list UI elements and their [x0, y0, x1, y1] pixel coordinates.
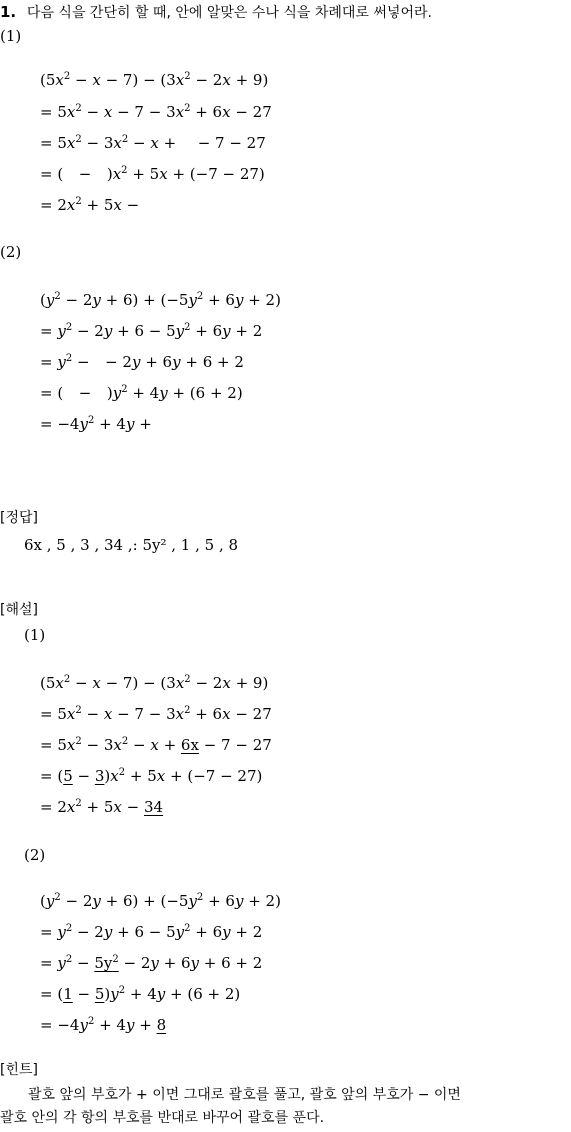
e1-line5: = $2x^2 + 5x - 34$	[40, 798, 164, 816]
hint-heading: [힌트]	[0, 1062, 38, 1078]
part2-label: (2)	[0, 243, 22, 261]
answer-blank-a: 6x	[180, 736, 199, 754]
p1-line4: = ( − )$x^2 + 5x + (-7 - 27)$	[40, 165, 265, 183]
answer-blank-b: 5	[63, 767, 73, 785]
hint-line1: 괄호 앞의 부호가 + 이면 그대로 괄호를 풀고, 괄호 앞의 부호가 − 이면	[28, 1087, 461, 1103]
hint-line2: 괄호 안의 각 항의 부호를 반대로 바꾸어 괄호를 푼다.	[0, 1110, 325, 1126]
problem-header	[0, 2, 432, 23]
answer-blank-f: 1	[63, 985, 73, 1003]
part1-label: (1)	[0, 27, 22, 45]
e1-line4: = $(5 - 3)x^2 + 5x + (-7 - 27)$	[40, 767, 263, 785]
explanation-part1-label: (1)	[24, 626, 46, 644]
answer-heading: [정답]	[0, 510, 38, 526]
problem-number: 1.	[0, 3, 17, 21]
p2-line5: = $-4y^2 + 4y$ +	[40, 415, 152, 433]
e1-line2: = $5x^2 - x - 7 - 3x^2 + 6x - 27$	[40, 705, 272, 723]
problem-instruction: 다음 식을 간단히 할 때, 안에 알맞은 수나 식을 차례대로 써넣어라.	[26, 5, 432, 21]
answer-blank-g: 5	[94, 985, 105, 1003]
e2-line5: = $-4y^2 + 4y + 8$	[40, 1016, 167, 1034]
e2-line2: = $y^2 - 2y + 6 - 5y^2 + 6y + 2$	[40, 923, 263, 941]
answer-blank-h: 8	[156, 1016, 167, 1034]
explanation-heading: [해설]	[0, 602, 38, 618]
e2-line3: = $y^2 - 5y^2 - 2y + 6y + 6 + 2$	[40, 954, 263, 972]
p2-line3: = $y^2$ − − 2y + 6y + 6 + 2	[40, 353, 244, 371]
e2-line4: = $(1 - 5)y^2 + 4y + (6 + 2)$	[40, 985, 241, 1003]
p2-line4: = ( − )$y^2 + 4y + (6 + 2)$	[40, 384, 243, 402]
p1-line2: = $5x^2 - x - 7 - 3x^2 + 6x - 27$	[40, 103, 272, 121]
answer-blank-e: 5y	[94, 954, 113, 972]
p2-line1: $(y^2 - 2y + 6) + (-5y^2 + 6y + 2)$	[40, 291, 281, 309]
e1-line3: = $5x^2 - 3x^2 - x + 6x - 7 - 27$	[40, 736, 272, 754]
p1-line1: $(5x^2 - x - 7) - (3x^2 - 2x + 9)$	[40, 71, 269, 89]
answer-blank-c: 3	[94, 767, 105, 785]
p2-line2: = $y^2 - 2y + 6 - 5y^2 + 6y + 2$	[40, 322, 263, 340]
answer-text: 6x , 5 , 3 , 34 ,: 5y² , 1 , 5 , 8	[24, 536, 239, 554]
explanation-part2-label: (2)	[24, 846, 46, 864]
p1-line5: = $2x^2 + 5x$ −	[40, 196, 140, 214]
e1-line1: $(5x^2 - x - 7) - (3x^2 - 2x + 9)$	[40, 674, 269, 692]
answer-blank-d: 34	[143, 798, 164, 816]
p1-line3: = $5x^2 - 3x^2 - x$ + − 7 − 27	[40, 134, 266, 152]
e2-line1: $(y^2 - 2y + 6) + (-5y^2 + 6y + 2)$	[40, 892, 281, 910]
